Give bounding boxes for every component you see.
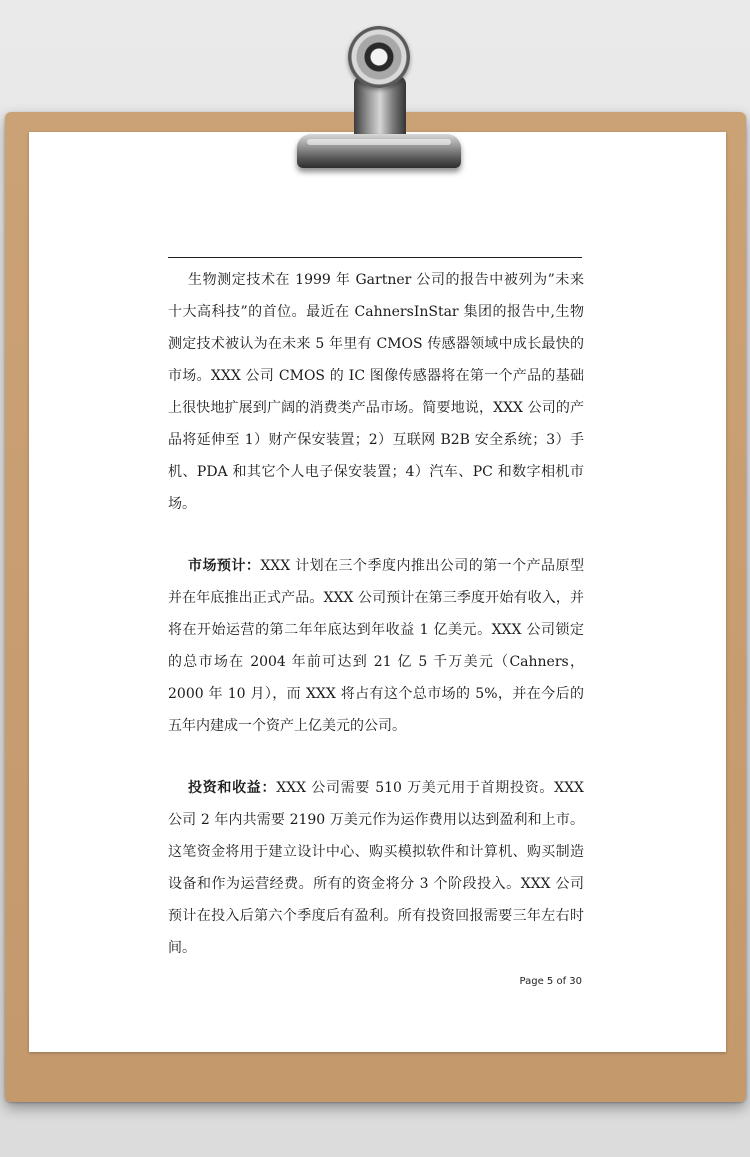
clip-ring-icon — [348, 26, 410, 88]
paragraph-investment-returns — [168, 772, 584, 964]
clip-base-icon — [297, 134, 461, 168]
page-number: Page 5 of 30 — [519, 976, 582, 987]
paragraph-heading: 市场预计： — [188, 558, 261, 574]
paragraph-text: 生物测定技术在 1999 年 Gartner 公司的报告中被列为”未来十大高科技”的首位。最近在 CahnersInStar 集团的报告中,生物测定技术被认为在未来 5 年里有 CMOS 传感器领域中成长最快的市场。XXX 公司 CMOS 的 IC 图像传感器将在第一个产品的基础上很快地扩展到广阔的消费类产品市场。简要地说，XXX 公司的产品将延伸至 1）财产保安装置；2）互联网 B2B 安全系统；3）手机、PDA 和其它个人电子保安装置；4）汽车、PC 和数字相机市场。 — [168, 272, 584, 512]
paragraph-market-forecast — [168, 550, 584, 742]
paragraph-text: XXX 计划在三个季度内推出公司的第一个产品原型并在年底推出正式产品。XXX 公司预计在第三季度开始有收入，并将在开始运营的第二年年底达到年收益 1 亿美元。XXX 公司锁定的总市场在 2004 年前可达到 21 亿 5 千万美元（Cahners，2000 年 10 月），而 XXX 将占有这个总市场的 5%，并在今后的五年内建成一个资产上亿美元的公司。 — [168, 558, 584, 734]
header-rule — [168, 257, 582, 258]
paragraph-heading: 投资和收益： — [188, 780, 277, 796]
paragraph-biometrics — [168, 264, 584, 520]
paragraph-text: XXX 公司需要 510 万美元用于首期投资。XXX 公司 2 年内共需要 2190 万美元作为运作费用以达到盈利和上市。这笔资金将用于建立设计中心、购买模拟软件和计算机、购买制造设备和作为运营经费。所有的资金将分 3 个阶段投入。XXX 公司预计在投入后第六个季度后有盈利。所有投资回报需要三年左右时间。 — [168, 780, 585, 956]
document-body — [168, 264, 584, 964]
